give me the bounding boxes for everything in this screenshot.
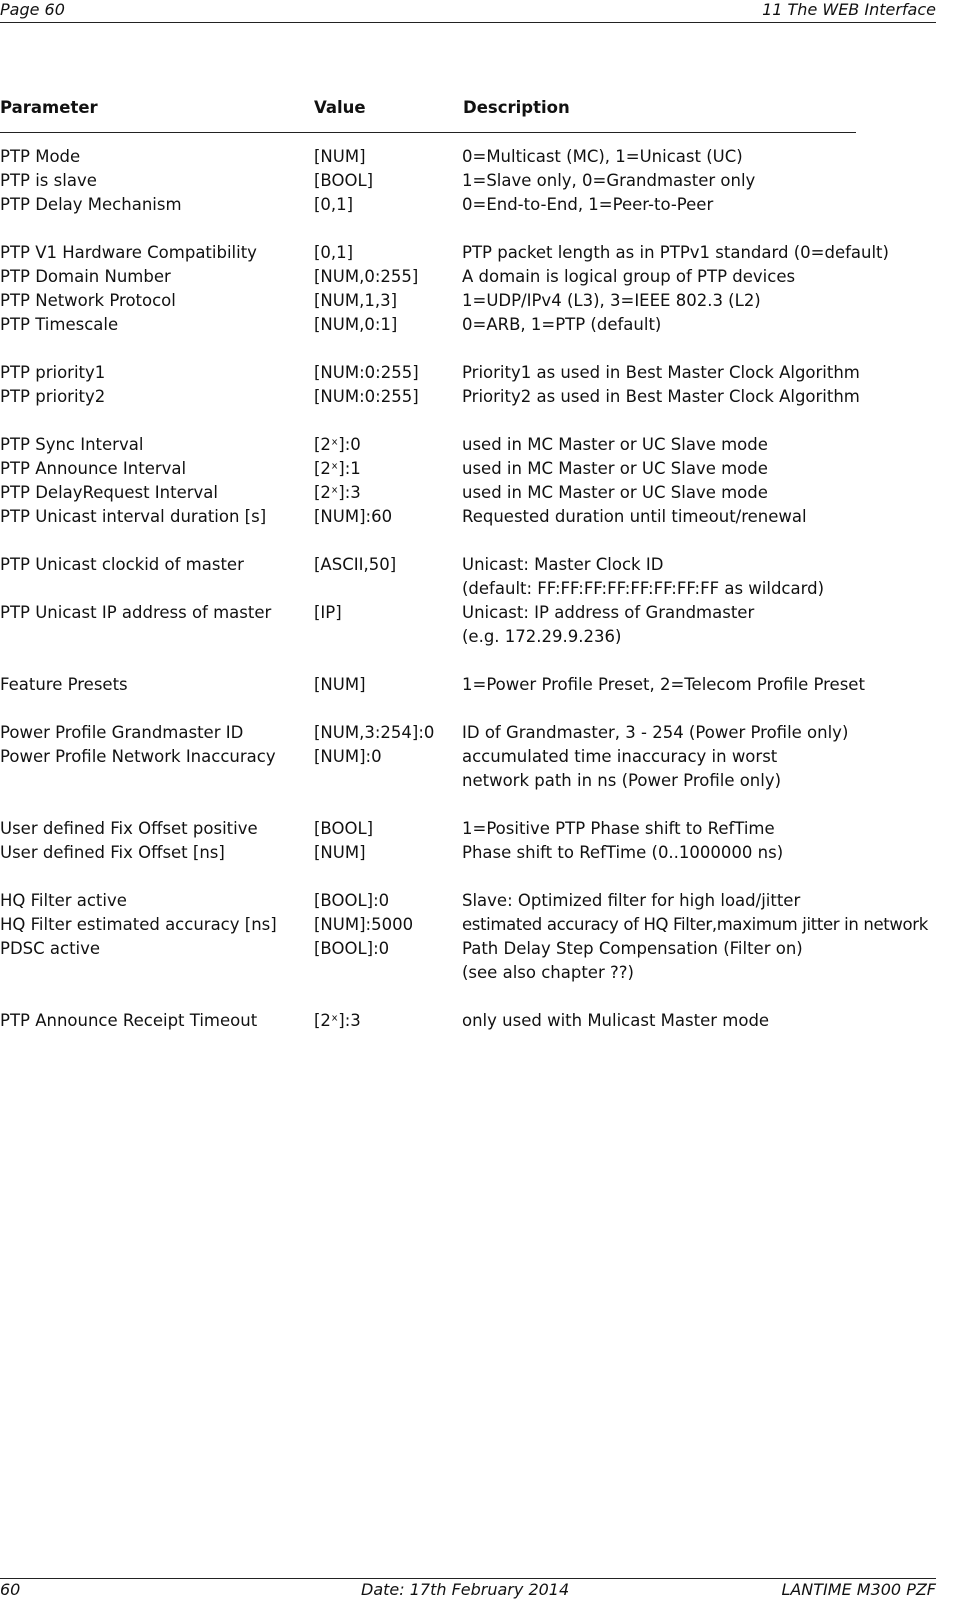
table-row	[0, 265, 955, 289]
parameter-description: 1=UDP/IPv4 (L3), 3=IEEE 802.3 (L2)	[462, 291, 761, 310]
table-row-continuation	[0, 961, 955, 985]
table-row	[0, 361, 955, 385]
footer-page-number: 60	[0, 1580, 21, 1599]
parameter-value: [2ˣ]:3	[314, 1011, 361, 1030]
parameter-value: [NUM,3:254]:0	[314, 723, 435, 742]
table-row	[0, 841, 955, 865]
group-spacer	[0, 793, 955, 817]
parameter-value: [NUM,0:255]	[314, 267, 419, 286]
parameter-value: [NUM]:60	[314, 507, 393, 526]
group-spacer	[0, 337, 955, 361]
parameter-description: A domain is logical group of PTP devices	[462, 267, 796, 286]
header-chapter-title: 11 The WEB Interface	[762, 0, 936, 19]
parameter-description: Phase shift to RefTime (0..1000000 ns)	[462, 843, 784, 862]
parameter-description: estimated accuracy of HQ Filter,maximum jitter in network	[462, 915, 928, 934]
table-row-continuation	[0, 577, 955, 601]
parameter-description: 1=Slave only, 0=Grandmaster only	[462, 171, 756, 190]
parameter-description: Requested duration until timeout/renewal	[462, 507, 807, 526]
table-row	[0, 193, 955, 217]
header-page-number: Page 60	[0, 0, 65, 19]
parameter-value: [2ˣ]:0	[314, 435, 361, 454]
group-spacer	[0, 985, 955, 1009]
parameter-description: (e.g. 172.29.9.236)	[462, 627, 622, 646]
group-spacer	[0, 409, 955, 433]
parameter-name: PTP Domain Number	[0, 267, 171, 286]
table-row-continuation	[0, 625, 955, 649]
table-row	[0, 505, 955, 529]
table-row	[0, 169, 955, 193]
parameter-name: PTP Sync Interval	[0, 435, 144, 454]
parameter-description: Priority1 as used in Best Master Clock Algorithm	[462, 363, 860, 382]
footer-product: LANTIME M300 PZF	[781, 1580, 936, 1599]
parameter-description: used in MC Master or UC Slave mode	[462, 459, 768, 478]
table-row	[0, 817, 955, 841]
parameter-description: Unicast: Master Clock ID	[462, 555, 664, 574]
table-row	[0, 889, 955, 913]
group-spacer	[0, 217, 955, 241]
page-footer	[0, 1578, 936, 1602]
parameter-description: 1=Power Profile Preset, 2=Telecom Profile Preset	[462, 675, 865, 694]
parameter-value: [2ˣ]:1	[314, 459, 361, 478]
column-header-value: Value	[314, 98, 366, 117]
page-header	[0, 0, 936, 23]
parameter-name: PTP is slave	[0, 171, 97, 190]
table-row	[0, 481, 955, 505]
parameter-name: PTP Unicast clockid of master	[0, 555, 244, 574]
table-row	[0, 601, 955, 625]
parameter-value: [0,1]	[314, 195, 354, 214]
parameter-value: [NUM:0:255]	[314, 387, 419, 406]
parameter-name: PTP Announce Receipt Timeout	[0, 1011, 258, 1030]
parameter-name: HQ Filter estimated accuracy [ns]	[0, 915, 277, 934]
parameter-value: [NUM]	[314, 843, 366, 862]
table-row	[0, 937, 955, 961]
parameter-name: PTP Network Protocol	[0, 291, 176, 310]
table-row	[0, 913, 955, 937]
parameter-name: Feature Presets	[0, 675, 128, 694]
table-row	[0, 289, 955, 313]
table-row-continuation	[0, 769, 955, 793]
parameter-name: Power Profile Network Inaccuracy	[0, 747, 276, 766]
table-row	[0, 241, 955, 265]
group-spacer	[0, 697, 955, 721]
parameter-name: PTP Mode	[0, 147, 81, 166]
parameter-description: 0=Multicast (MC), 1=Unicast (UC)	[462, 147, 743, 166]
parameter-description: (see also chapter ??)	[462, 963, 634, 982]
parameter-description: used in MC Master or UC Slave mode	[462, 483, 768, 502]
parameter-description: only used with Mulicast Master mode	[462, 1011, 770, 1030]
parameter-description: Unicast: IP address of Grandmaster	[462, 603, 755, 622]
parameter-value: [ASCII,50]	[314, 555, 397, 574]
parameter-description: 1=Positive PTP Phase shift to RefTime	[462, 819, 775, 838]
parameter-value: [NUM]:5000	[314, 915, 414, 934]
parameter-name: User defined Fix Offset positive	[0, 819, 258, 838]
parameter-value: [2ˣ]:3	[314, 483, 361, 502]
parameter-value: [BOOL]:0	[314, 939, 390, 958]
table-row	[0, 145, 955, 169]
parameter-description: 0=End-to-End, 1=Peer-to-Peer	[462, 195, 714, 214]
parameter-value: [BOOL]	[314, 819, 374, 838]
table-row	[0, 433, 955, 457]
parameter-name: PTP Delay Mechanism	[0, 195, 182, 214]
table-row	[0, 313, 955, 337]
parameter-description: ID of Grandmaster, 3 - 254 (Power Profile only)	[462, 723, 849, 742]
table-row	[0, 457, 955, 481]
parameter-name: HQ Filter active	[0, 891, 127, 910]
parameter-name: PTP Timescale	[0, 315, 119, 334]
parameter-description: PTP packet length as in PTPv1 standard (0=default)	[462, 243, 889, 262]
parameter-value: [0,1]	[314, 243, 354, 262]
parameter-name: PTP priority2	[0, 387, 106, 406]
parameter-description: (default: FF:FF:FF:FF:FF:FF:FF:FF as wildcard)	[462, 579, 825, 598]
parameter-description: Slave: Optimized filter for high load/jitter	[462, 891, 801, 910]
parameter-value: [NUM]	[314, 675, 366, 694]
parameter-value: [NUM,1,3]	[314, 291, 398, 310]
column-header-parameter: Parameter	[0, 98, 98, 117]
parameter-table	[0, 145, 955, 1033]
parameter-name: PDSC active	[0, 939, 101, 958]
column-header-description: Description	[463, 98, 570, 117]
parameter-description: Path Delay Step Compensation (Filter on)	[462, 939, 803, 958]
parameter-description: used in MC Master or UC Slave mode	[462, 435, 768, 454]
parameter-name: PTP Unicast interval duration [s]	[0, 507, 267, 526]
parameter-description: network path in ns (Power Profile only)	[462, 771, 782, 790]
parameter-value: [IP]	[314, 603, 342, 622]
group-spacer	[0, 865, 955, 889]
parameter-value: [NUM]:0	[314, 747, 382, 766]
parameter-value: [BOOL]:0	[314, 891, 390, 910]
table-row	[0, 673, 955, 697]
table-row	[0, 721, 955, 745]
table-row	[0, 553, 955, 577]
table-row	[0, 745, 955, 769]
parameter-name: PTP DelayRequest Interval	[0, 483, 218, 502]
parameter-name: PTP Announce Interval	[0, 459, 187, 478]
parameter-value: [NUM]	[314, 147, 366, 166]
parameter-name: PTP Unicast IP address of master	[0, 603, 272, 622]
table-header	[0, 96, 856, 133]
table-row	[0, 385, 955, 409]
parameter-name: User defined Fix Offset [ns]	[0, 843, 225, 862]
parameter-value: [NUM:0:255]	[314, 363, 419, 382]
table-row	[0, 1009, 955, 1033]
parameter-value: [NUM,0:1]	[314, 315, 398, 334]
footer-date: Date: 17th February 2014	[361, 1580, 570, 1599]
parameter-description: Priority2 as used in Best Master Clock Algorithm	[462, 387, 860, 406]
parameter-name: PTP V1 Hardware Compatibility	[0, 243, 257, 262]
parameter-name: PTP priority1	[0, 363, 106, 382]
group-spacer	[0, 649, 955, 673]
parameter-value: [BOOL]	[314, 171, 374, 190]
parameter-description: accumulated time inaccuracy in worst	[462, 747, 778, 766]
group-spacer	[0, 529, 955, 553]
parameter-name: Power Profile Grandmaster ID	[0, 723, 244, 742]
parameter-description: 0=ARB, 1=PTP (default)	[462, 315, 662, 334]
